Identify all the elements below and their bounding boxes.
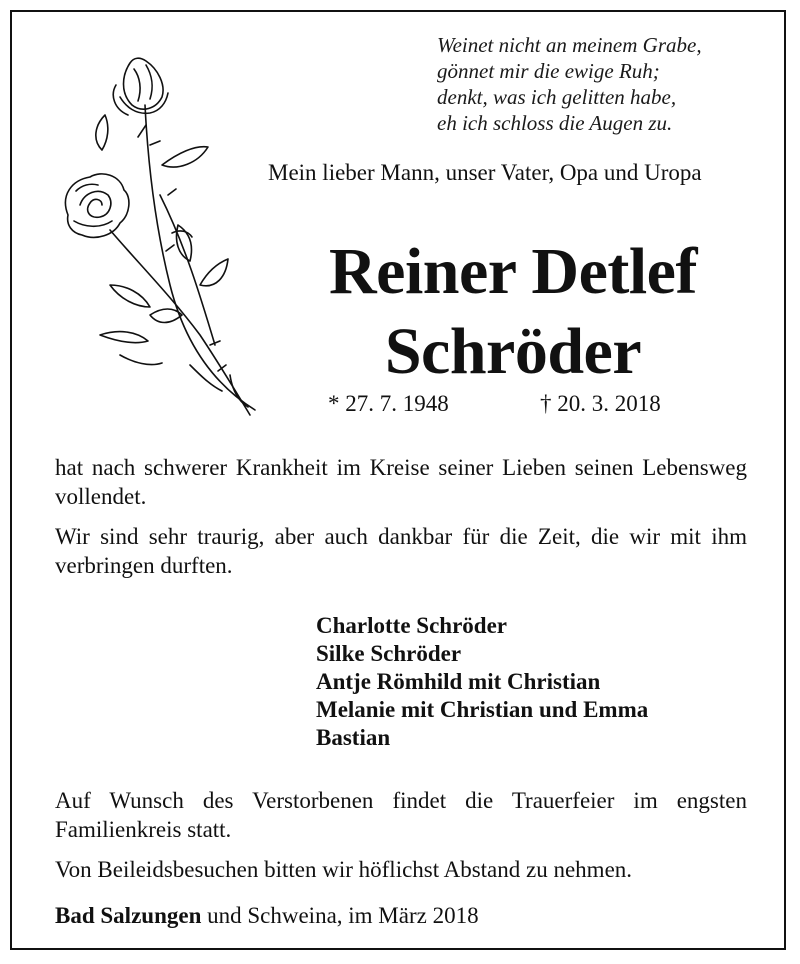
- verse-line: Weinet nicht an meinem Grabe,: [437, 33, 702, 57]
- place-date-rest: und Schweina, im März 2018: [201, 903, 479, 928]
- deceased-first-names: Reiner Detlef: [329, 235, 697, 308]
- verse: [437, 32, 767, 136]
- birth-date: * 27. 7. 1948: [328, 391, 449, 416]
- verse-line: gönnet mir die ewige Ruh;: [437, 59, 660, 83]
- mourner-name: Antje Römhild mit Christian: [316, 669, 601, 694]
- verse-line: eh ich schloss die Augen zu.: [437, 111, 673, 135]
- paragraph-gratitude: Wir sind sehr traurig, aber auch dankbar für die Zeit, die wir mit ihm verbringen durften.: [55, 524, 747, 578]
- deceased-name: [268, 232, 758, 392]
- death-date: † 20. 3. 2018: [540, 391, 661, 416]
- mourner-name: Bastian: [316, 725, 391, 750]
- mourner-name: Melanie mit Christian und Emma: [316, 697, 649, 722]
- place-date-line: [55, 901, 479, 930]
- paragraph-condolences: Von Beileidsbesuchen bitten wir höflichst Abstand zu nehmen.: [55, 857, 633, 882]
- mourners-list: [316, 612, 648, 752]
- verse-line: denkt, was ich gelitten habe,: [437, 85, 677, 109]
- mourner-name: Silke Schröder: [316, 641, 462, 666]
- mourner-name: Charlotte Schröder: [316, 613, 507, 638]
- deceased-surname: Schröder: [384, 315, 642, 388]
- paragraph-funeral: Auf Wunsch des Verstorbenen findet die Trauerfeier im engsten Familienkreis statt.: [55, 788, 747, 842]
- place-bold: Bad Salzungen: [55, 903, 202, 928]
- intro-text: Mein lieber Mann, unser Vater, Opa und Uropa: [268, 160, 702, 185]
- paragraph-passing: hat nach schwerer Krankheit im Kreise seiner Lieben seinen Lebensweg vollendet.: [55, 455, 747, 509]
- rose-illustration: [50, 45, 270, 420]
